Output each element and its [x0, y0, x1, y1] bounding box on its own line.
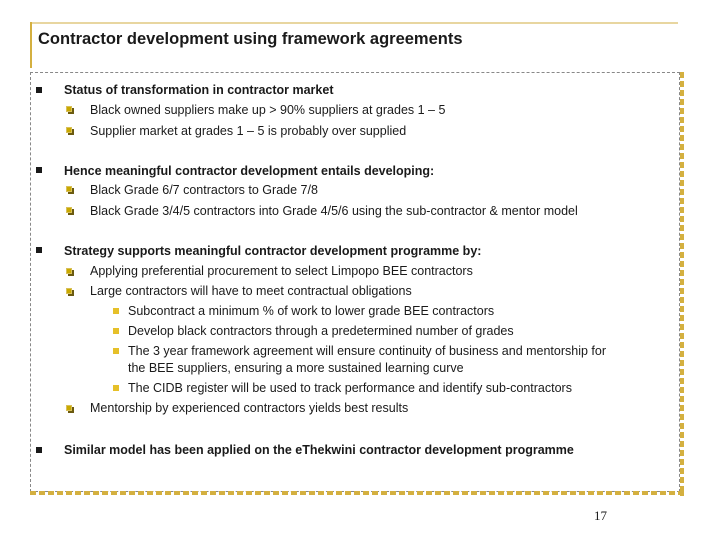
sub-sub-bullet-icon [113, 308, 119, 314]
bullet-3-sub-3: Mentorship by experienced contractors yields best results [90, 401, 409, 415]
bullet-square-icon [36, 167, 42, 173]
sub-bullet-icon [66, 268, 74, 276]
bullet-2-sub-1: Black Grade 6/7 contractors to Grade 7/8 [90, 183, 318, 197]
sub-sub-bullet-icon [113, 385, 119, 391]
sub-bullet-icon [66, 288, 74, 296]
frame-accent-bottom [30, 491, 684, 495]
bullet-3-subsub-1: Subcontract a minimum % of work to lower grade BEE contractors [128, 304, 495, 318]
title-rule-left [30, 22, 32, 68]
bullet-3-subsub-2: Develop black contractors through a predetermined number of grades [128, 324, 514, 338]
bullet-square-icon [36, 247, 42, 253]
sub-bullet-icon [66, 207, 74, 215]
bullet-3-subsub-3: The 3 year framework agreement will ensure continuity of business and mentorship for [128, 344, 607, 358]
sub-sub-bullet-icon [113, 328, 119, 334]
sub-bullet-icon [66, 127, 74, 135]
bullet-3-sub-1: Applying preferential procurement to select Limpopo BEE contractors [90, 264, 473, 278]
bullet-square-icon [36, 447, 42, 453]
bullet-1-text: Status of transformation in contractor market [64, 83, 334, 97]
bullet-3-sub-2: Large contractors will have to meet contractual obligations [90, 284, 412, 298]
title-rule-top [30, 22, 678, 24]
sub-bullet-icon [66, 186, 74, 194]
bullet-1-sub-2: Supplier market at grades 1 – 5 is probably over supplied [90, 124, 407, 138]
bullet-2-text: Hence meaningful contractor development entails developing: [64, 164, 435, 178]
bullet-3-subsub-4: The CIDB register will be used to track performance and identify sub-contractors [128, 381, 572, 395]
bullet-3-text: Strategy supports meaningful contractor development programme by: [64, 244, 482, 258]
bullet-2-sub-2: Black Grade 3/4/5 contractors into Grade 4/5/6 using the sub-contractor & mentor model [90, 204, 578, 218]
sub-bullet-icon [66, 106, 74, 114]
slide-title: Contractor development using framework agreements [38, 30, 463, 48]
sub-sub-bullet-icon [113, 348, 119, 354]
sub-bullet-icon [66, 405, 74, 413]
frame-accent-right [680, 72, 684, 496]
bullet-square-icon [36, 87, 42, 93]
bullet-3-subsub-3-cont: the BEE suppliers, ensuring a more sustained learning curve [128, 361, 464, 375]
bullet-1-sub-1: Black owned suppliers make up > 90% suppliers at grades 1 – 5 [90, 103, 446, 117]
bullet-4-text: Similar model has been applied on the eThekwini contractor development programme [64, 443, 574, 457]
page-number: 17 [594, 508, 607, 523]
